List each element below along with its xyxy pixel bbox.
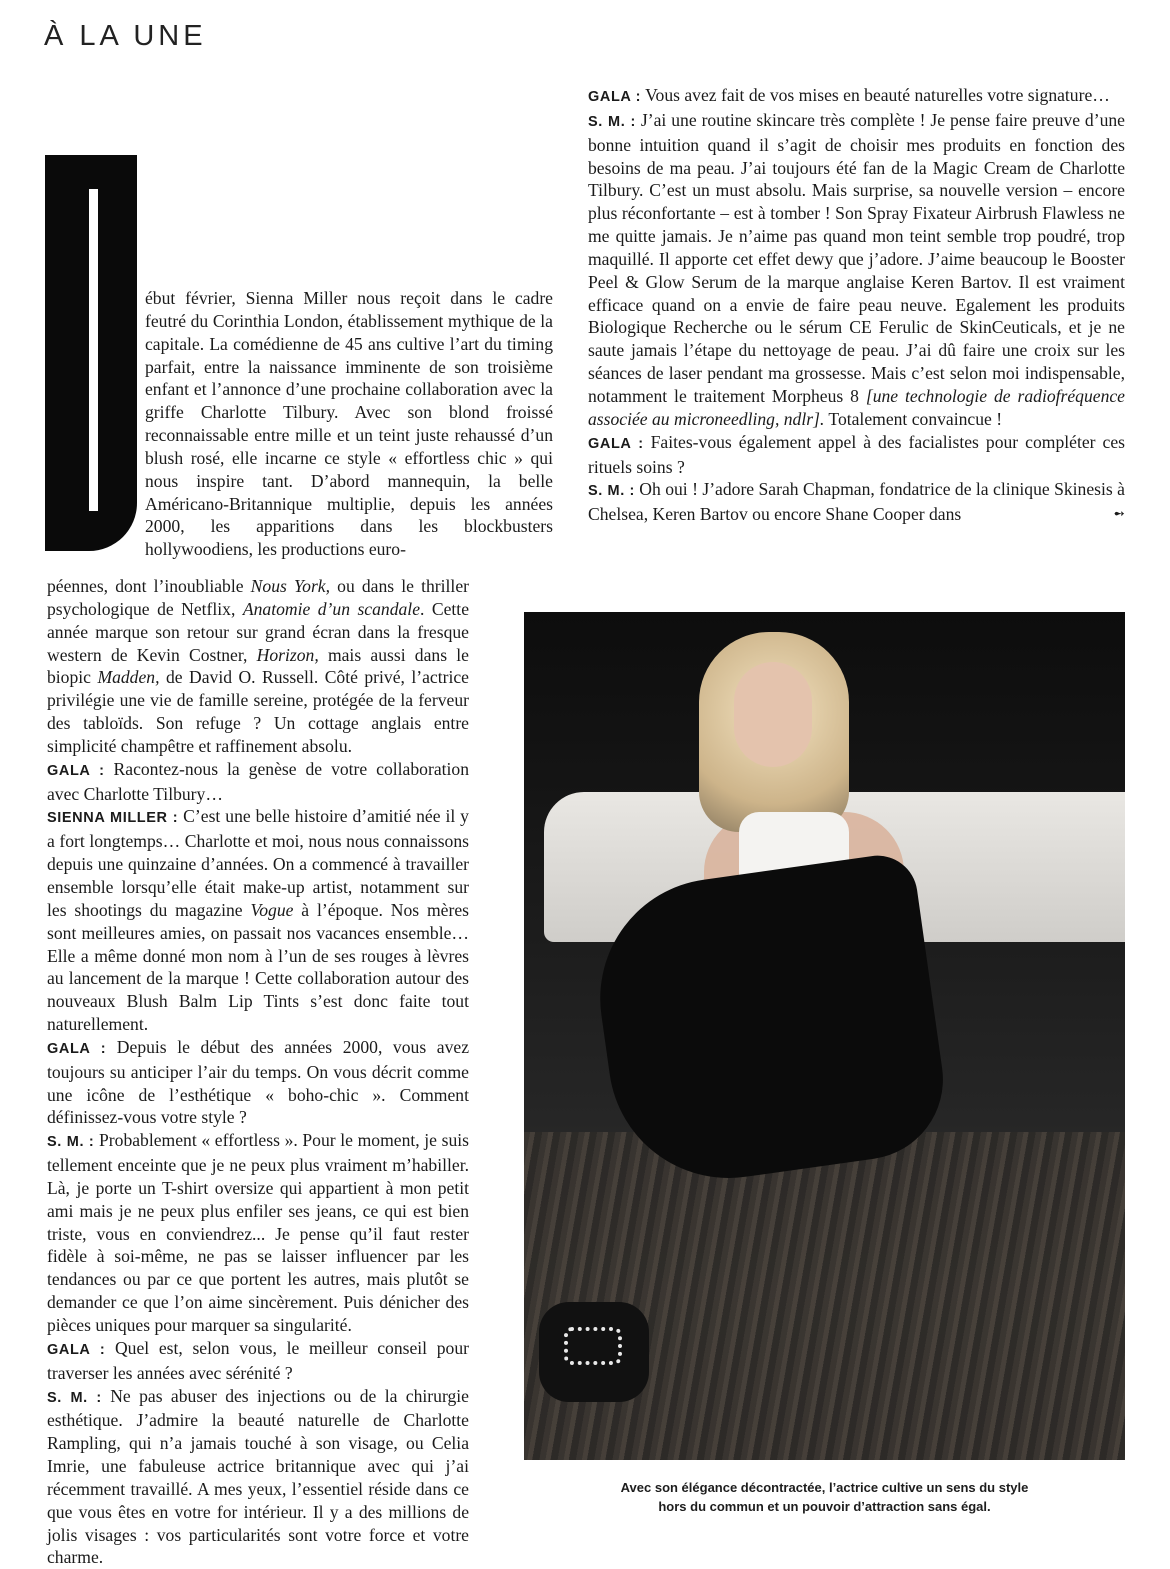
qa-text: Faites-vous également appel à des facialistes pour compléter ces rituels soins ? [588, 431, 1125, 477]
title-italic: Anatomie d’un scandale [242, 598, 421, 619]
qa-text: Totalement convaincue ! [824, 408, 1003, 429]
speaker-label: S. M. : [588, 483, 635, 500]
text: de David O. Russell. Côté privé, l’actrice privilégie une vie de famille sereine, protégée de la ferveur des tabloïds. Son refuge ? Un cottage anglais entre simplicité champêtre et raffinement absolu. [47, 667, 469, 756]
qa-item [588, 431, 1125, 479]
qa-text: Quel est, selon vous, le meilleur conseil pour traverser les années avec sérénité ? [47, 1337, 469, 1383]
speaker-label: S. M. : [47, 1134, 95, 1151]
qa-item [47, 1036, 469, 1129]
text: péennes, dont l’inoubliable [47, 576, 251, 596]
speaker-label: S. M. : [588, 113, 636, 130]
continue-arrow-icon: ➻ [1113, 506, 1125, 523]
crystal-buckle [564, 1327, 622, 1365]
left-column [47, 575, 469, 1569]
qa-text: J’ai une routine skincare très complète ! Je pense faire preuve d’une bonne intuition quand il s’agit de choisir mes produits en fonction des besoins de ma peau. J’ai toujours été fan de la Magic Cream de Charlotte Tilbury. C’est un must absolu. Mais surprise, sa nouvelle version – encore plus réconfortante – est à tomber ! Son Spray Fixateur Airbrush Flawless ne me quitte jamais. Je n’aime pas quand mon teint semble trop poudré, trop maquillé. Il apporte cet effet dewy que j’adore. J’aime beaucoup le Booster Peel & Glow Serum de la marque anglaise Keren Bartov. Il est vraiment efficace quand on a envie de faire peau neuve. Egalement les produits Biologique Recherche ou le sérum CE Ferulic de SkinCeuticals, et je ne saute jamais l’étape du nettoyage de peau. J’ai dû faire une croix sur les séances de laser pendant ma grossesse. Mais c’est selon moi indispensable, notamment le traitement Morpheus 8 [588, 109, 1125, 406]
photo-caption [524, 1478, 1125, 1516]
qa-item [47, 758, 469, 806]
qa-text: Ne pas abuser des injections ou de la chirurgie esthétique. J’admire la beauté naturelle de Charlotte Rampling, qui n’a jamais touché à son visage, ou Celia Imrie, une fabuleuse actrice britannique avec qui j’ai récemment travaillé. A mes yeux, l’essentiel réside dans ce que vous êtes en votre for intérieur. Il y a des millions de jolis visages : vos particularités sont votre force et votre charme. [47, 1385, 469, 1568]
qa-italic: [une technologie de radiofréquence associée au microneedling, ndlr]. [588, 385, 1125, 429]
caption-line: Avec son élégance décontractée, l’actrice cultive un sens du style [620, 1480, 1029, 1495]
qa-item [588, 478, 1125, 526]
qa-italic: Vogue [250, 899, 294, 920]
speaker-label: GALA : [588, 89, 641, 105]
qa-text: Oh oui ! J’adore Sarah Chapman, fondatrice de la clinique Skinesis à Chelsea, Keren Bartov ou encore Shane Cooper dans [588, 479, 1125, 525]
caption-line: hors du commun et un pouvoir d’attraction sans égal. [658, 1499, 991, 1514]
face [734, 662, 812, 767]
intro-continued [47, 575, 469, 758]
speaker-label: GALA : [588, 435, 644, 452]
qa-text: C’est une belle histoire d’amitié née il y a fort longtemps… Charlotte et moi, nous nous connaissons depuis une quinzaine d’années. On a commencé à travailler ensemble lorsqu’elle était make-up artist, notamment sur les shootings du magazine [47, 806, 469, 920]
qa-item [47, 1337, 469, 1385]
qa-text: Racontez-nous la genèse de votre collaboration avec Charlotte Tilbury… [47, 758, 469, 804]
title-italic: Nous York, [250, 576, 331, 596]
qa-text: à l’époque. Nos mères sont meilleures amies, on passait nos vacances ensemble… Elle a même donné mon nom à l’un de ses rouges à lèvres au lancement de la marque ! Cette collaboration autour des nouveaux Blush Balm Lip Tints s’est donc faite tout naturellement. [47, 899, 469, 1035]
qa-text: Probablement « effortless ». Pour le moment, je suis tellement enceinte que je ne peux plus vraiment m’habiller. Là, je porte un T-shirt oversize qui appartient à mon petit ami mais je ne peux plus enfiler ses jeans, ce qui est bien triste, vous en conviendrez... Je pense qu’il faut rester fidèle à soi-même, ne pas se laisser influencer par les tendances ou par ce que portent les autres, mais plutôt se demander ce que l’on aime sincèrement. Puis dénicher des pièces uniques pour marquer sa singularité. [47, 1130, 469, 1335]
intro-text: ébut février, Sienna Miller nous reçoit dans le cadre feutré du Corinthia London, établissement mythique de la capitale. La comédienne de 45 ans cultive l’art du timing parfait, entre la naissance imminente de son troisième enfant et l’annonce d’une prochaine collaboration avec la griffe Charlotte Tilbury. Avec son blond froissé reconnaissable entre mille et un teint juste rehaussé d’un blush rosé, elle incarne ce style « effortless chic » qui nous inspire tant. D’abord mannequin, la belle Américano-Britannique multiplie, depuis les années 2000, les apparitions dans les blockbusters hollywoodiens, les productions euro- [145, 288, 553, 560]
speaker-label: GALA : [47, 1341, 106, 1358]
qa-item [47, 805, 469, 1035]
rug [524, 1132, 1125, 1460]
qa-text: Vous avez fait de vos mises en beauté naturelles votre signature… [641, 85, 1110, 105]
qa-item [588, 84, 1125, 109]
text: ou dans le thriller psychologique de Netflix, [47, 576, 469, 619]
qa-item [47, 1385, 469, 1569]
intro-paragraph-top [145, 287, 553, 561]
qa-item [588, 109, 1125, 431]
portrait-photo [524, 612, 1125, 1460]
title-italic: Horizon, [256, 644, 319, 665]
text: mais aussi dans le biopic [47, 644, 469, 688]
right-column [588, 84, 1125, 526]
speaker-label: GALA : [47, 762, 105, 779]
text: . Cette année marque son retour sur grand écran dans la fresque western de Kevin Costner, [47, 598, 470, 665]
section-rubric: À LA UNE [44, 20, 207, 52]
speaker-label: S. M. : [47, 1389, 102, 1406]
drop-cap-counter [89, 189, 98, 511]
qa-text: Depuis le début des années 2000, vous avez toujours su anticiper l’air du temps. On vous décrit comme une icône de l’esthétique « boho-chic ». Comment définissez-vous votre style ? [47, 1036, 469, 1128]
title-italic: Madden, [97, 667, 160, 688]
qa-item [47, 1129, 469, 1337]
drop-cap-letter [45, 155, 137, 551]
speaker-label: GALA : [47, 1040, 107, 1057]
speaker-label: SIENNA MILLER : [47, 810, 179, 827]
